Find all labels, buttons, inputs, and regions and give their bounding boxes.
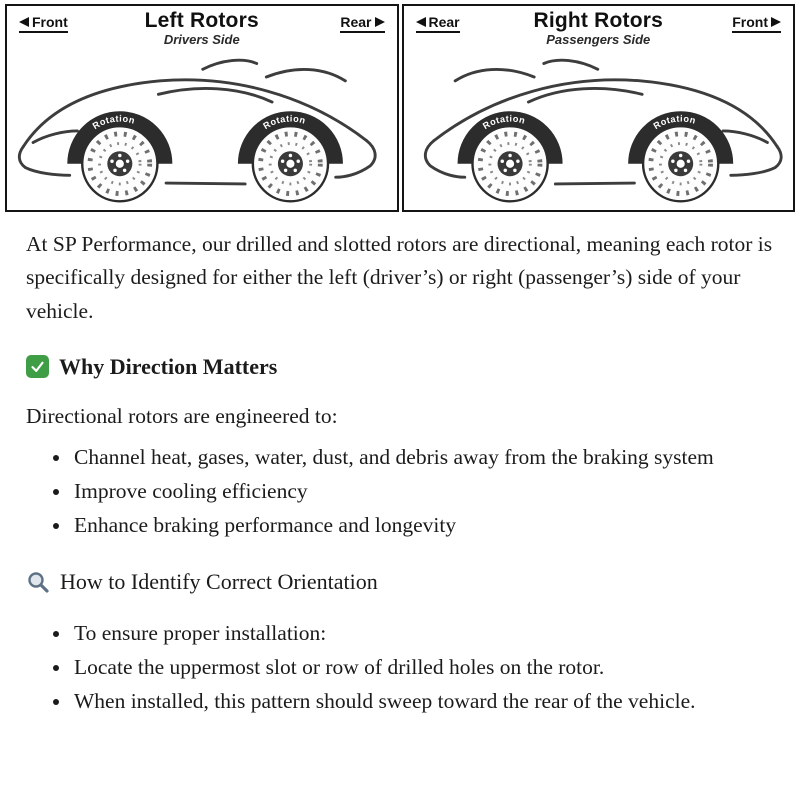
car-illustration-right — [404, 50, 794, 210]
front-label: Front — [732, 14, 768, 30]
article-content — [0, 212, 800, 719]
rotor-direction-diagram — [5, 4, 795, 212]
rear-direction-label — [416, 14, 460, 33]
list-item: • When installed, this pattern should sweep toward the rear of the vehicle. — [72, 685, 774, 719]
intro-paragraph: At SP Performance, our drilled and slotted rotors are directional, meaning each rotor is specifically designed for either the left (driver’s) or right (passenger’s) side of your vehicle. — [26, 232, 773, 323]
front-label: Front — [32, 14, 68, 30]
heading-text: Why Direction Matters — [59, 353, 278, 379]
magnifier-icon — [26, 570, 50, 594]
lead-paragraph: Directional rotors are engineered to: — [26, 403, 338, 428]
left-panel-header — [7, 6, 397, 50]
heading-text: How to Identify Correct Orientation — [60, 568, 378, 594]
list-item: • Channel heat, gases, water, dust, and debris away from the braking system — [72, 441, 774, 475]
orientation-steps-list — [26, 617, 774, 719]
panel-title: Right Rotors — [533, 9, 664, 32]
rotation-label: Rotation — [90, 113, 137, 132]
list-item: • Locate the uppermost slot or row of drilled holes on the rotor. — [72, 651, 774, 685]
panel-title: Left Rotors — [144, 9, 259, 32]
list-item: • Improve cooling efficiency — [72, 475, 774, 509]
rotor-front-left — [82, 126, 157, 201]
rotation-label: Rotation — [651, 113, 697, 132]
rotor-rear-right — [472, 126, 547, 201]
panel-subtitle: Drivers Side — [163, 32, 240, 47]
arrow-right-icon — [771, 17, 781, 27]
section-heading-identify-orientation — [26, 569, 774, 595]
list-item: • Enhance braking performance and longevity — [72, 509, 774, 543]
front-direction-label — [19, 14, 68, 33]
rotor-rear-left — [253, 126, 328, 201]
left-rotors-panel — [5, 4, 399, 212]
rear-label: Rear — [428, 14, 460, 30]
rear-label: Rear — [340, 14, 372, 30]
arrow-left-icon — [19, 17, 29, 27]
direction-benefits-list — [26, 441, 774, 543]
rotation-label: Rotation — [261, 113, 307, 132]
car-illustration-left — [7, 50, 397, 210]
page — [0, 4, 800, 719]
right-rotors-panel — [402, 4, 796, 212]
rear-direction-label — [340, 14, 384, 33]
arrow-right-icon — [375, 17, 385, 27]
section-heading-why-direction-matters — [26, 354, 774, 380]
right-panel-header — [404, 6, 794, 50]
check-icon — [26, 355, 49, 378]
arrow-left-icon — [416, 17, 426, 27]
panel-subtitle: Passengers Side — [546, 32, 651, 47]
rotor-front-right — [643, 126, 718, 201]
list-item: • To ensure proper installation: — [72, 617, 774, 651]
rotation-label: Rotation — [480, 113, 527, 132]
front-direction-label — [732, 14, 781, 33]
